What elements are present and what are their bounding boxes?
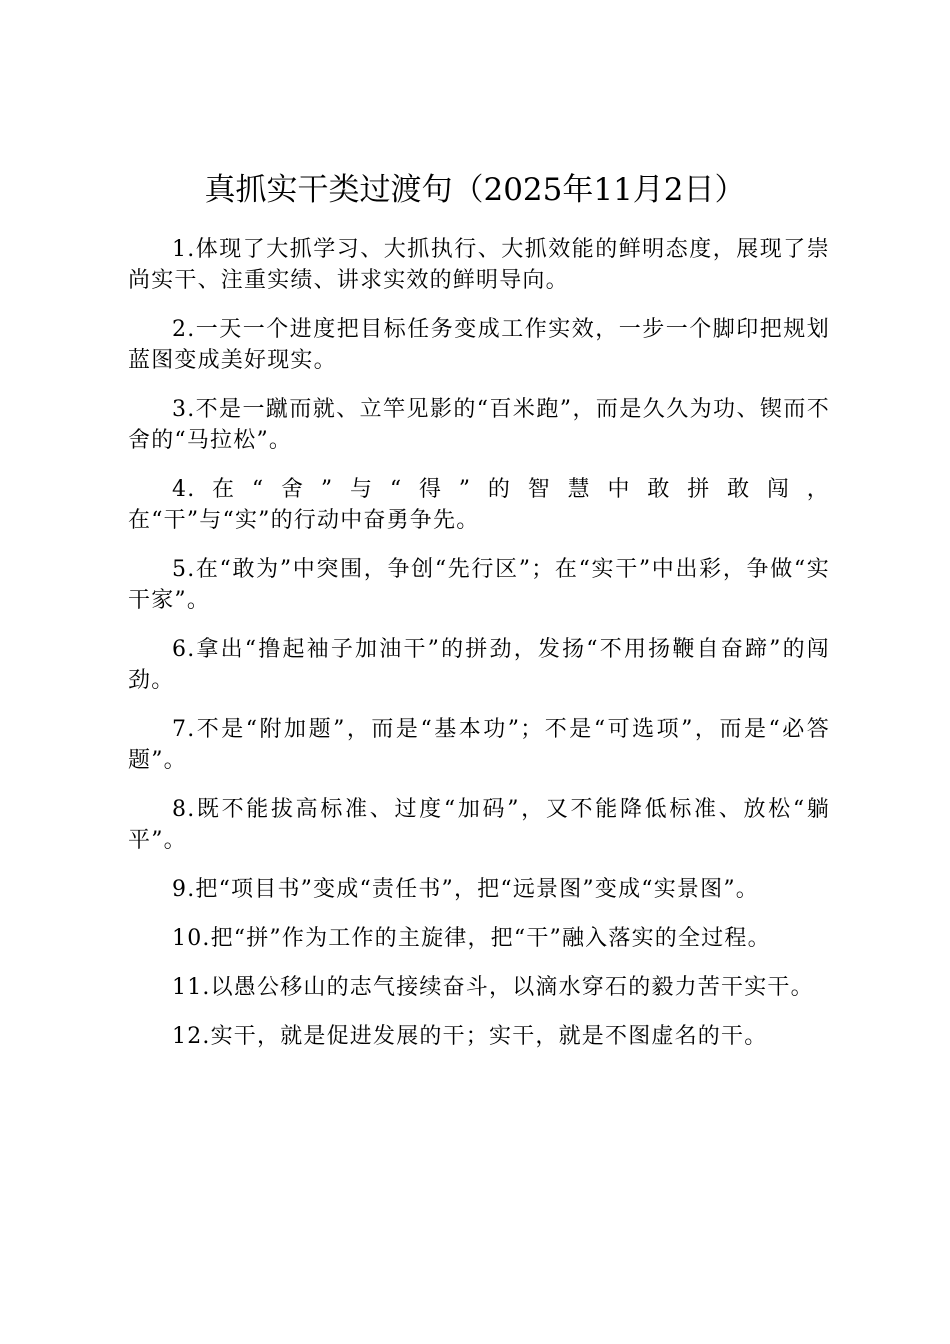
paragraph-4-line-2: 在“干”与“实”的行动中奋勇争先。 bbox=[128, 508, 480, 533]
document-title: 真抓实干类过渡句（2025年11月2日） bbox=[204, 172, 746, 208]
paragraph-12: 12.实干，就是促进发展的干；实干，就是不图虚名的干。 bbox=[172, 1024, 768, 1049]
paragraph-4 bbox=[128, 474, 830, 536]
document-body bbox=[128, 234, 830, 1070]
paragraph-1: 1.体现了大抓学习、大抓执行、大抓效能的鲜明态度，展现了崇尚实干、注重实绩、讲求实效的鲜明导向。 bbox=[128, 237, 830, 293]
paragraph-7: 7.不是“附加题”，而是“基本功”；不是“可选项”，而是“必答题”。 bbox=[128, 717, 830, 773]
paragraph-5: 5.在“敢为”中突围，争创“先行区”；在“实干”中出彩，争做“实干家”。 bbox=[128, 557, 830, 613]
paragraph-11: 11.以愚公移山的志气接续奋斗，以滴水穿石的毅力苦干实干。 bbox=[172, 975, 814, 1000]
paragraph-8: 8.既不能拔高标准、过度“加码”，又不能降低标准、放松“躺平”。 bbox=[128, 797, 830, 853]
paragraph-10: 10.把“拼”作为工作的主旋律，把“干”融入落实的全过程。 bbox=[172, 926, 771, 951]
paragraph-9: 9.把“项目书”变成“责任书”，把“远景图”变成“实景图”。 bbox=[172, 877, 759, 902]
paragraph-2: 2.一天一个进度把目标任务变成工作实效，一步一个脚印把规划蓝图变成美好现实。 bbox=[128, 317, 830, 373]
paragraph-4-line-1: 4.在“舍”与“得”的智慧中敢拼敢闯， bbox=[172, 477, 830, 502]
paragraph-3: 3.不是一蹴而就、立竿见影的“百米跑”，而是久久为功、锲而不舍的“马拉松”。 bbox=[128, 397, 830, 453]
paragraph-6: 6.拿出“撸起袖子加油干”的拼劲，发扬“不用扬鞭自奋蹄”的闯劲。 bbox=[128, 637, 830, 693]
